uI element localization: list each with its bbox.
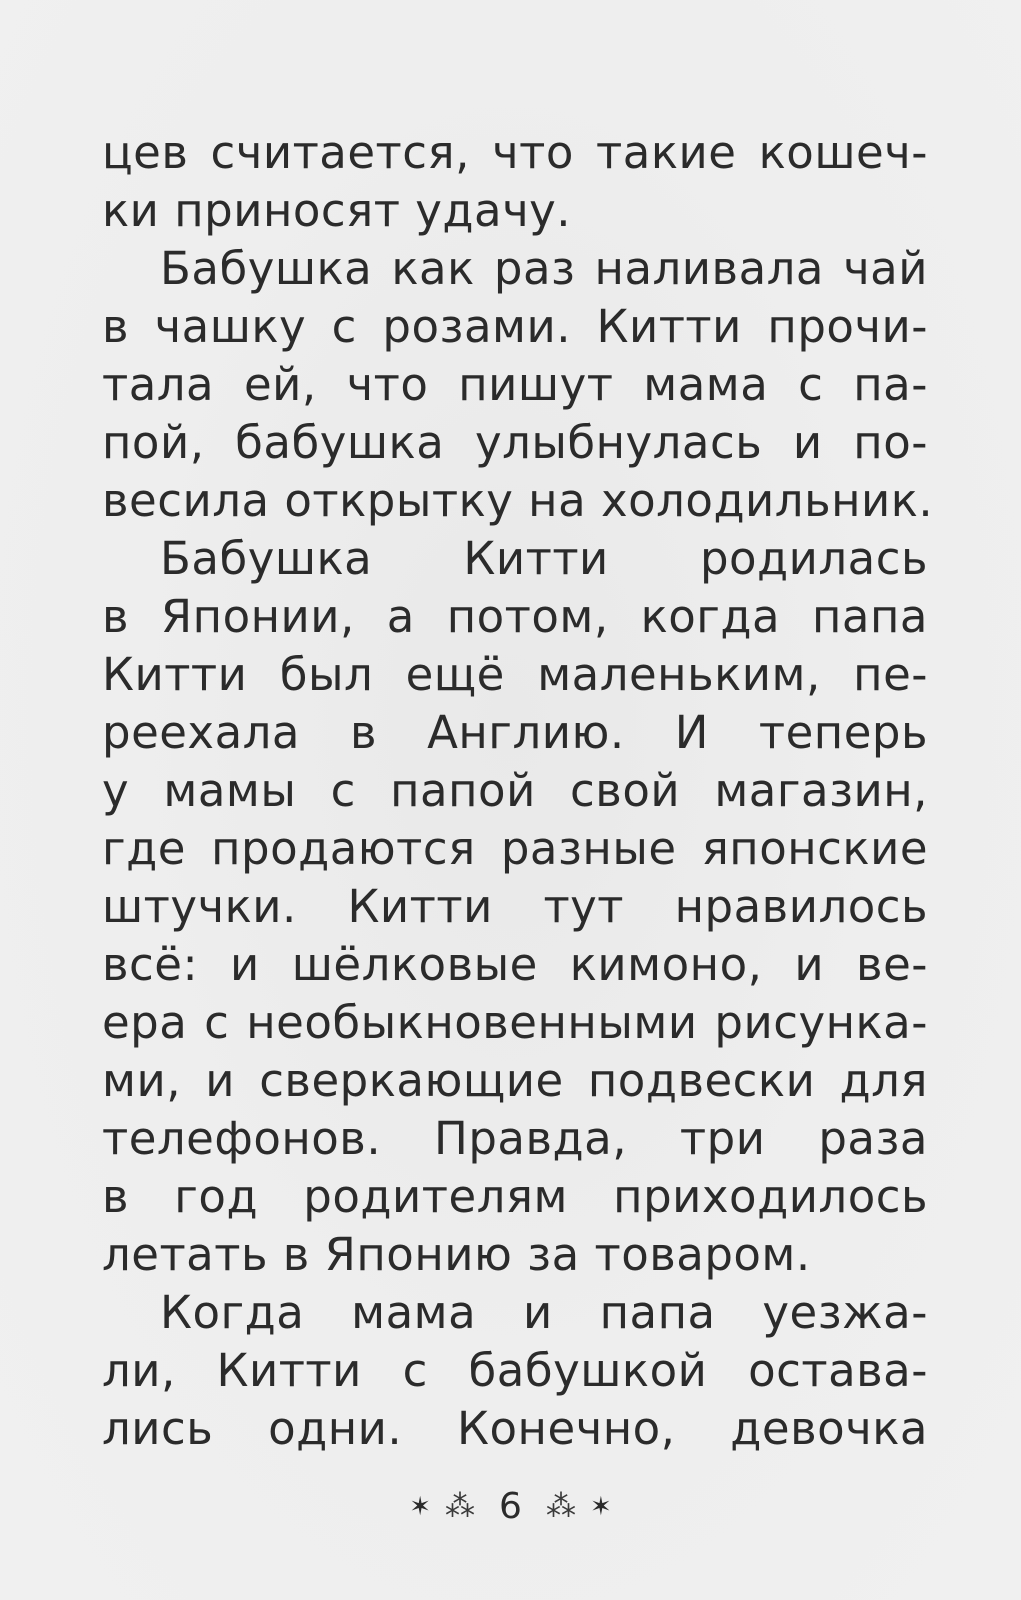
text-line: где продаются разные японские [102,822,928,875]
sparkle-ornament-icon: ⁂ [445,1489,476,1524]
text-line: Бабушка Китти родилась [160,532,928,585]
text-line: в год родителям приходилось [102,1170,928,1223]
page-number: 6 [499,1486,522,1527]
text-line: телефонов. Правда, три раза [102,1112,928,1165]
text-line: лись одни. Конечно, девочка [102,1402,928,1455]
text-line: тала ей, что пишут мама с па- [102,358,928,411]
text-line: в Японии, а потом, когда папа [102,590,928,643]
sparkle-ornament-icon: ⁂ [545,1489,576,1524]
text-line: Когда мама и папа уезжа- [160,1286,928,1339]
star-ornament-icon: ✶ [409,1492,432,1522]
text-line: ми, и сверкающие подвески для [102,1054,928,1107]
text-line: Бабушка как раз наливала чай [160,242,928,295]
page-footer [0,1479,1021,1535]
text-line: ки приносят удачу. [102,184,572,237]
text-line: Китти был ещё маленьким, пе- [102,648,928,701]
text-line: в чашку с розами. Китти прочи- [102,300,928,353]
text-line: всё: и шёлковые кимоно, и ве- [102,938,928,991]
text-line: у мамы с папой свой магазин, [102,764,928,817]
text-line: летать в Японию за товаром. [102,1228,811,1281]
text-line: ли, Китти с бабушкой остава- [102,1344,928,1397]
text-line: цев считается, что такие кошеч- [102,126,928,179]
text-line: ера с необыкновенными рисунка- [102,996,928,1049]
text-line: весила открытку на холодильник. [102,474,934,527]
body-text [102,124,934,1458]
text-line: реехала в Англию. И теперь [102,706,928,759]
text-line: пой, бабушка улыбнулась и по- [102,416,928,469]
text-line: штучки. Китти тут нравилось [102,880,928,933]
star-ornament-icon: ✶ [589,1492,612,1522]
